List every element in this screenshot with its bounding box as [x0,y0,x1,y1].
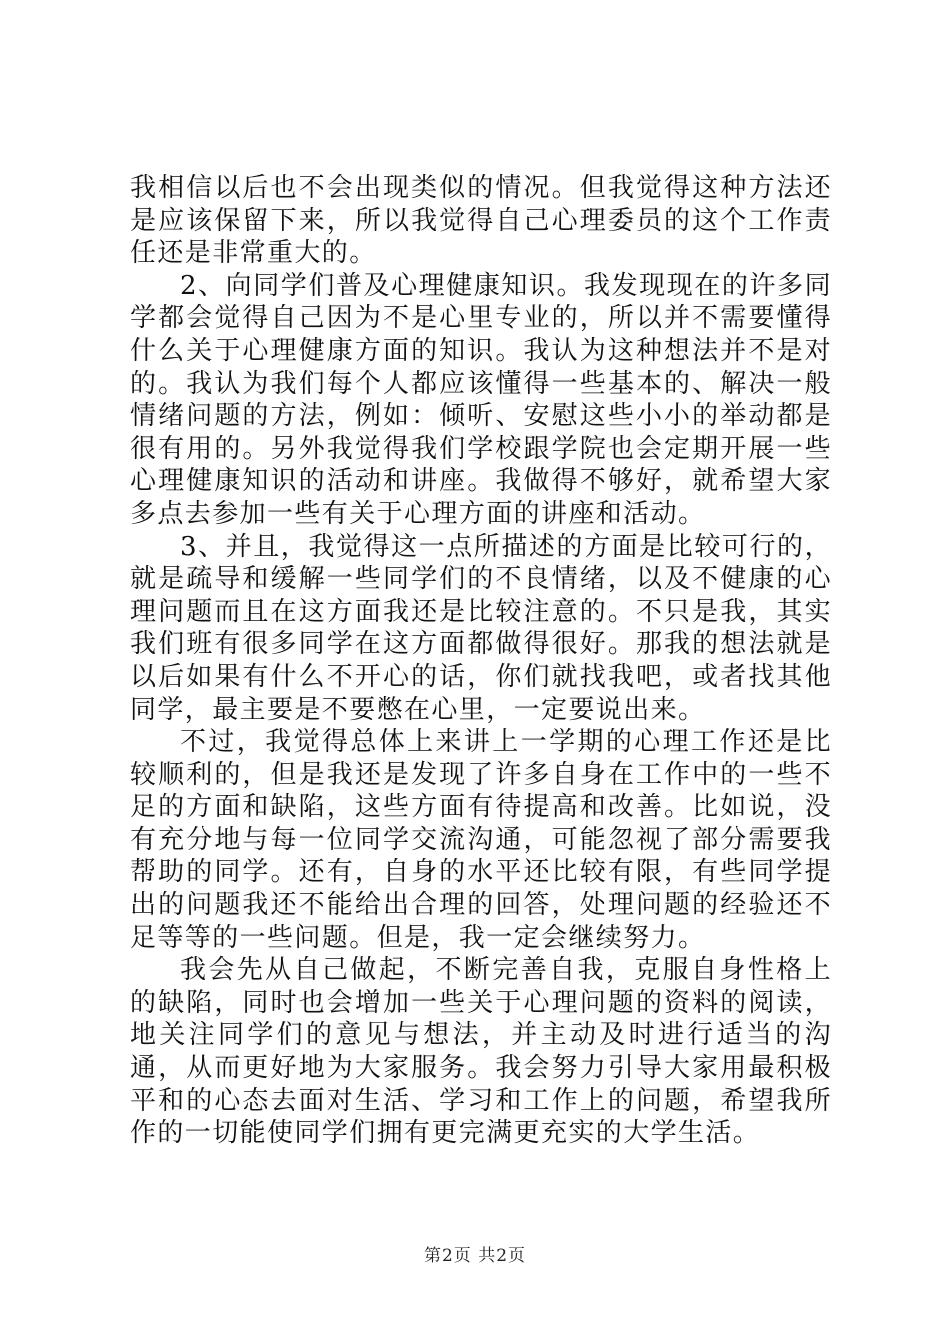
document-body [130,172,832,1150]
paragraph-item-2: 2、向同学们普及心理健康知识。我发现现在的许多同学都会觉得自己因为不是心里专业的，所以并不需要懂得什么关于心理健康方面的知识。我认为这种想法并不是对的。我认为我们每个人都应该懂得一些基本的、解决一般情绪问题的方法，例如：倾听、安慰这些小小的举动都是很有用的。另外我觉得我们学校跟学院也会定期开展一些心理健康知识的活动和讲座。我做得不够好，就希望大家多点去参加一些有关于心理方面的讲座和活动。 [130,270,832,529]
paragraph-item-3: 3、并且，我觉得这一点所描述的方面是比较可行的，就是疏导和缓解一些同学们的不良情绪，以及不健康的心理问题而且在这方面我还是比较注意的。不只是我，其实我们班有很多同学在这方面都做得很好。那我的想法就是以后如果有什么不开心的话，你们就找我吧，或者找其他同学，最主要是不要憋在心里，一定要说出来。 [130,531,832,725]
paragraph-plans: 我会先从自己做起，不断完善自我，克服自身性格上的缺陷，同时也会增加一些关于心理问题的资料的阅读，地关注同学们的意见与想法，并主动及时进行适当的沟通，从而更好地为大家服务。我会努力引导大家用最积极平和的心态去面对生活、学习和工作上的问题，希望我所作的一切能使同学们拥有更完满更充实的大学生活。 [130,955,832,1149]
page-number-footer: 第2页 共2页 [423,1246,527,1266]
paragraph-continuation: 我相信以后也不会出现类似的情况。但我觉得这种方法还是应该保留下来，所以我觉得自己心理委员的这个工作责任还是非常重大的。 [130,173,832,269]
paragraph-shortcomings: 不过，我觉得总体上来讲上一学期的心理工作还是比较顺利的，但是我还是发现了许多自身在工作中的一些不足的方面和缺陷，这些方面有待提高和改善。比如说，没有充分地与每一位同学交流沟通，可能忽视了部分需要我帮助的同学。还有，自身的水平还比较有限，有些同学提出的问题我还不能给出合理的回答，处理问题的经验还不足等等的一些问题。但是，我一定会继续努力。 [130,727,832,953]
